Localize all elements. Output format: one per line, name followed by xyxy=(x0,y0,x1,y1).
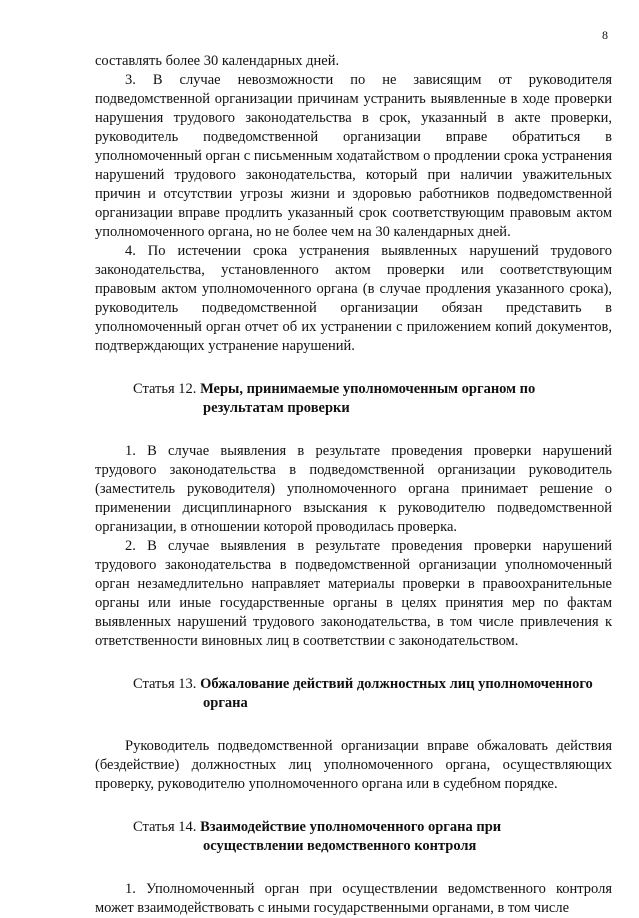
article-14-label: Статья 14. xyxy=(133,819,197,835)
article-14-title-line-2: осуществлении ведомственного контроля xyxy=(203,838,477,854)
article-13-title-line-2: органа xyxy=(203,695,248,711)
article-14-paragraph-1: 1. Уполномоченный орган при осуществлении ведомственного контроля может взаимодействовать с иными государственными органами, в том числе xyxy=(95,881,612,916)
document-body xyxy=(95,52,612,918)
page-number: 8 xyxy=(602,28,608,42)
article-12-paragraph-2: 2. В случае выявления в результате проведения проверки нарушений трудового законодательства в подведомственной организации уполномоченный орган незамедлительно направляет материалы проверки в правоохранительные органы или иные государственные органы в целях принятия мер по фактам выявленных нарушений трудового законодательства, в том числе привлечения к ответственности виновных лиц в соответствии с законодательством. xyxy=(95,538,612,649)
article-12-paragraph-1: 1. В случае выявления в результате проведения проверки нарушений трудового законодательства в подведомственной организации руководитель (заместитель руководителя) уполномоченного органа принимает решение о применении дисциплинарного взыскания к руководителю подведомственной организации, в отношении которой проводилась проверка. xyxy=(95,443,612,535)
paragraph-continuation: составлять более 30 календарных дней. xyxy=(95,53,340,69)
paragraph-item-4: 4. По истечении срока устранения выявленных нарушений трудового законодательства, установленного актом проверки или соответствующим правовым актом уполномоченного органа (в случае продления указанного срока), руководитель подведомственной организации обязан представить в уполномоченный орган отчет об их устранении с приложением копий документов, подтверждающих устранение нарушений. xyxy=(95,243,612,354)
article-13-label: Статья 13. xyxy=(133,676,197,692)
article-14-heading xyxy=(95,818,612,856)
article-13-heading xyxy=(95,675,612,713)
article-12-heading xyxy=(95,380,612,418)
article-14-title-line-1: Взаимодействие уполномоченного органа при xyxy=(200,819,502,835)
article-13-paragraph-1: Руководитель подведомственной организации вправе обжаловать действия (бездействие) должностных лиц уполномоченного органа, осуществляющих проверку, руководителю уполномоченного органа или в судебном порядке. xyxy=(95,738,612,792)
article-13-title-line-1: Обжалование действий должностных лиц уполномоченного xyxy=(200,676,593,692)
article-12-label: Статья 12. xyxy=(133,381,197,397)
article-12-title-line-2: результатам проверки xyxy=(203,400,350,416)
article-12-title-line-1: Меры, принимаемые уполномоченным органом по xyxy=(200,381,536,397)
paragraph-item-3: 3. В случае невозможности по не зависящим от руководителя подведомственной организации причинам устранить выявленные в ходе проверки нарушения трудового законодательства в срок, указанный в акте проверки, руководитель подведомственной организации вправе обратиться в уполномоченный орган с письменным ходатайством о продлении срока устранения нарушений трудового законодательства, который при наличии уважительных причин и отсутствии угрозы жизни и здоровью работников подведомственной организации вправе продлить указанный срок соответствующим правовым актом уполномоченного органа, но не более чем на 30 календарных дней. xyxy=(95,72,612,240)
